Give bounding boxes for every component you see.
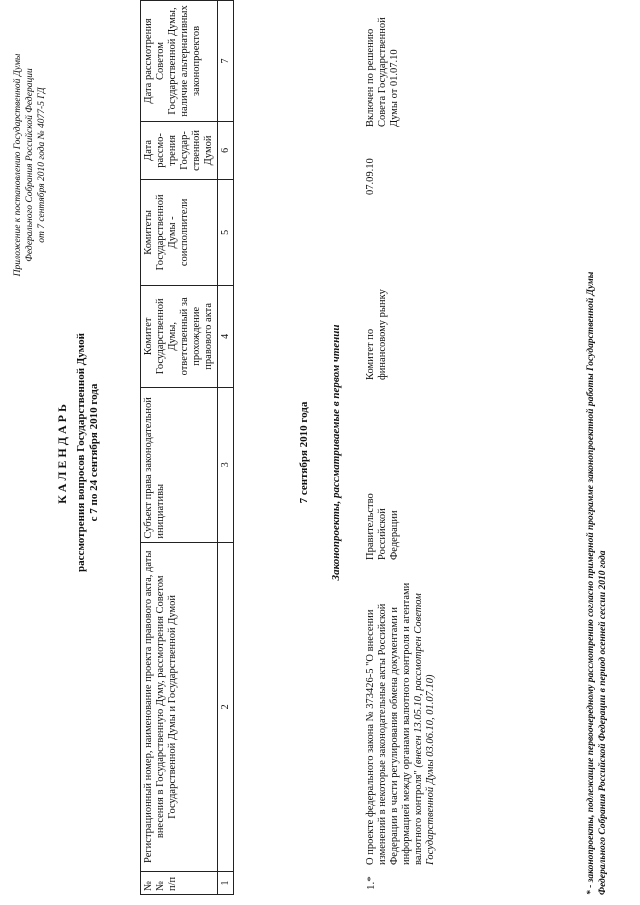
subtitle-line-2: с 7 по 24 сентября 2010 года bbox=[88, 383, 100, 522]
law-dates-note: (внесен 13.05.10, рассмотрен Советом Государственной Думы 03.06.10, 01.07.10) bbox=[413, 593, 436, 865]
calendar-table bbox=[140, 0, 234, 895]
footnote-line-1: * - законопроекты, подлежащие первоочередному рассмотрению согласно примерной программе законопроектной работы Государственной Думы bbox=[586, 271, 596, 895]
page-title: КАЛЕНДАРЬ bbox=[55, 401, 69, 504]
col-number-7: 7 bbox=[218, 1, 234, 122]
col-number-4: 4 bbox=[218, 285, 234, 387]
col-number-6: 6 bbox=[218, 121, 234, 179]
initiative-subject: Правительство Российской Федерации bbox=[365, 493, 400, 560]
table-number-row bbox=[218, 1, 234, 895]
law-description bbox=[365, 570, 437, 865]
header-col-2: Регистрационный номер, наименование проекта правового акта, даты внесения в Государственную Думу, рассмотрения Советом Государственной Думы и Государственной Думой bbox=[141, 542, 218, 871]
law-title: О проекте федерального закона № 373426-5 "О внесении изменений в некоторые законодательные акты Российской Федерации в части регулирования обмена документами и информацией между органами валютного контроля и агентами валютного контроля" bbox=[365, 582, 424, 865]
appendix-line-2: Федерального Собрания Российской Федерации bbox=[25, 68, 35, 262]
footnote bbox=[585, 5, 609, 895]
subtitle-line-1: рассмотрения вопросов Государственной Думой bbox=[75, 333, 87, 572]
responsible-committee: Комитет по финансовому рынку bbox=[365, 289, 388, 380]
council-decision: Включен по решению Совета Государственной Думы от 01.07.10 bbox=[365, 17, 400, 127]
header-col-4: Комитет Государственной Думы, ответственный за прохождение правового акта bbox=[141, 285, 218, 387]
row-number: 1.* bbox=[365, 876, 377, 890]
col-number-3: 3 bbox=[218, 387, 234, 542]
col-number-5: 5 bbox=[218, 179, 234, 285]
col-number-1: 1 bbox=[218, 872, 234, 895]
page-subtitle bbox=[75, 0, 101, 905]
header-col-5: Комитеты Государственной Думы - соисполнители bbox=[141, 179, 218, 285]
header-col-7: Дата рассмотрения Советом Государственной Думы, наличие альтернативных законопроектов bbox=[141, 1, 218, 122]
review-date: 07.09.10 bbox=[365, 158, 376, 195]
header-col-1: №№ п/п bbox=[141, 872, 218, 895]
table-header-row bbox=[141, 1, 218, 895]
date-heading: 7 сентября 2010 года bbox=[298, 401, 310, 504]
header-col-6: Дата рассмо-трения Государ-ственной Думой bbox=[141, 121, 218, 179]
footnote-line-2: Федерального Собрания Российской Федерации в период осенней сессии 2010 года bbox=[598, 550, 608, 895]
col-number-2: 2 bbox=[218, 542, 234, 871]
appendix-line-1: Приложение к постановлению Государственной Думы bbox=[13, 53, 23, 277]
appendix-line-3: от 7 сентября 2010 года № 4077-5 ГД bbox=[37, 87, 47, 243]
header-col-3: Субъект права законодательной инициативы bbox=[141, 387, 218, 542]
section-heading: Законопроекты, рассматриваемые в первом чтении bbox=[330, 324, 342, 581]
appendix-note bbox=[12, 15, 48, 315]
